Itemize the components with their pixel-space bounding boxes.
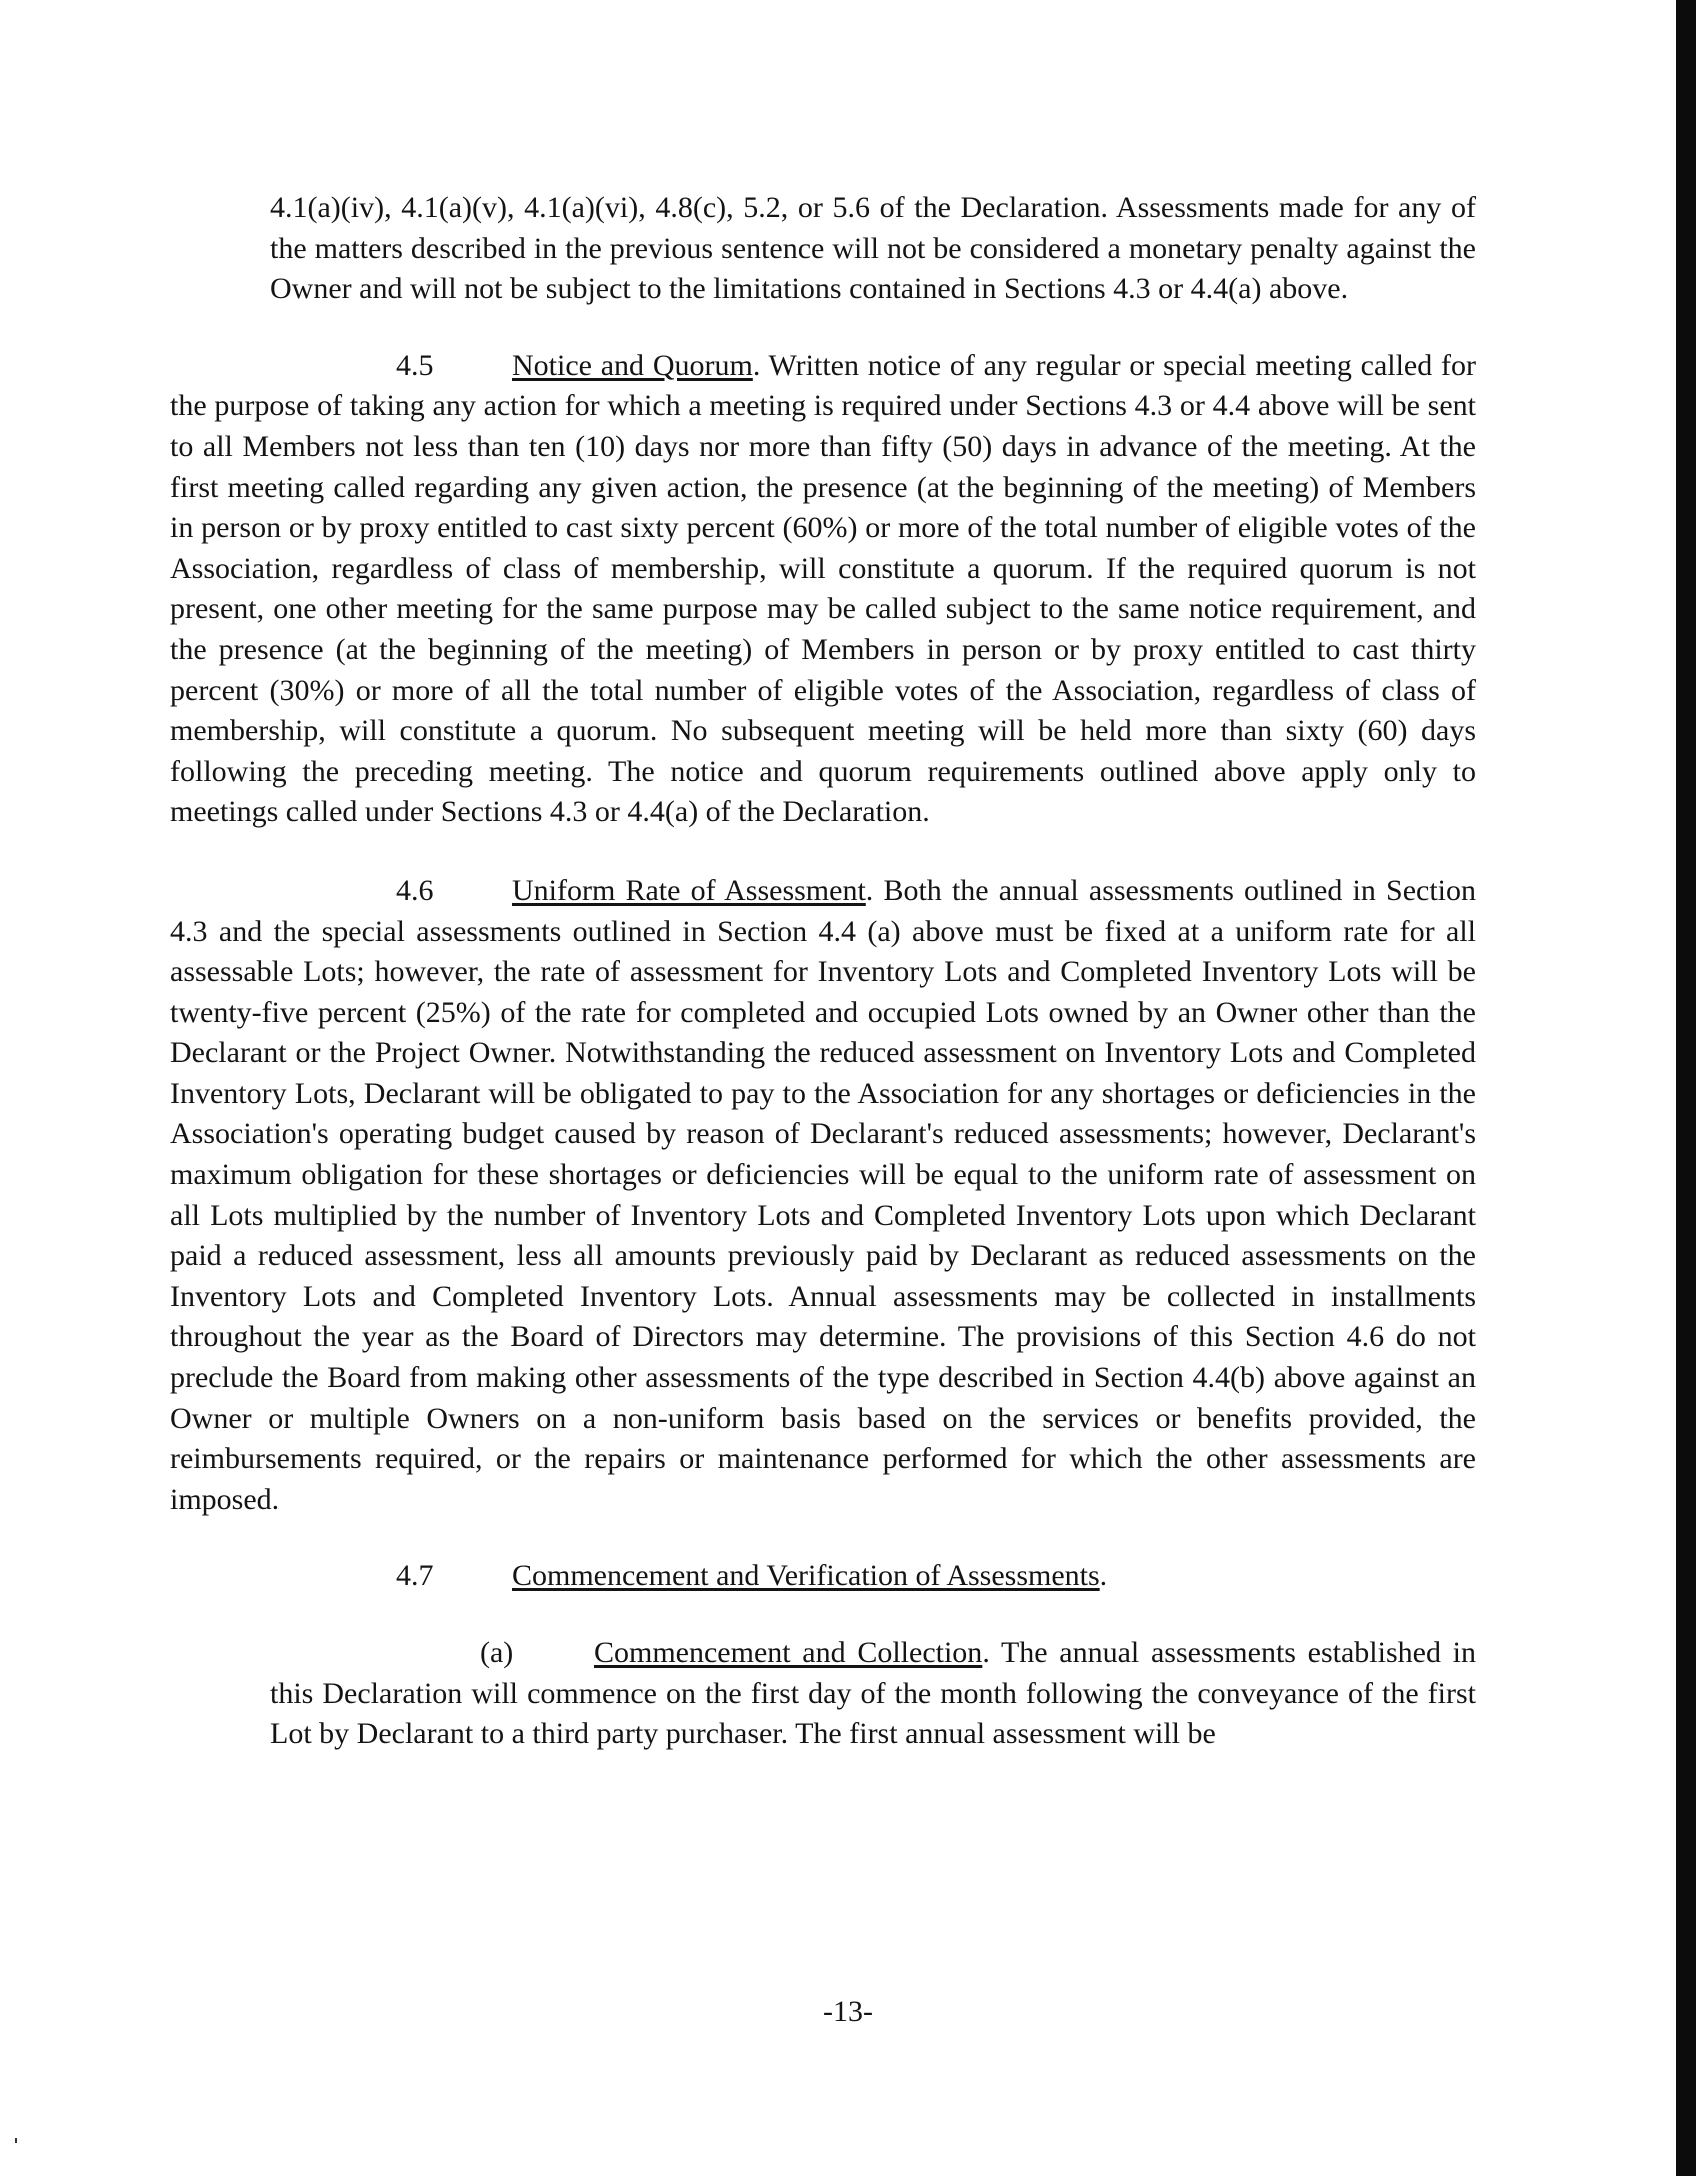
document-body — [170, 188, 1476, 1755]
section-4-5 — [170, 346, 1476, 833]
subsection-number: (a) — [480, 1636, 514, 1669]
section-body: . Written notice of any regular or special meeting called for the purpose of taking any action for which a meeting is required under Sections 4.3 or 4.4 above will be sent to all Members not less than ten (10) days nor more than fifty (50) days in advance of the meeting. At the first meeting called regarding any given action, the presence (at the beginning of the meeting) of Members in person or by proxy entitled to cast sixty percent (60%) or more of the total number of eligible votes of the Association, regardless of class of membership, will constitute a quorum. If the required quorum is not present, one other meeting for the same purpose may be called subject to the same notice requirement, and the presence (at the beginning of the meeting) of Members in person or by proxy entitled to cast thirty percent (30%) or more of all the total number of eligible votes of the Association, regardless of class of membership, will constitute a quorum. No subsequent meeting will be held more than sixty (60) days following the preceding meeting. The notice and quorum requirements outlined above apply only to meetings called under Sections 4.3 or 4.4(a) of the Declaration. — [170, 348, 1476, 829]
section-heading: Notice and Quorum — [512, 348, 753, 382]
section-4-6 — [170, 871, 1476, 1521]
subsection-body: . The annual assessments established in this Declaration will commence on the first day of the month following the conveyance of the first Lot by Declarant to a third party purchaser. The first annual assessment will be — [270, 1636, 1476, 1751]
section-number: 4.5 — [396, 348, 434, 382]
section-body: . Both the annual assessments outlined in Section 4.3 and the special assessments outlined in Section 4.4 (a) above must be fixed at a uniform rate for all assessable Lots; however, the rate of assessment for Inventory Lots and Completed Inventory Lots will be twenty-five percent (25%) of the rate for completed and occupied Lots owned by an Owner other than the Declarant or the Project Owner. Notwithstanding the reduced assessment on Inventory Lots and Completed Inventory Lots, Declarant will be obligated to pay to the Association for any shortages or deficiencies in the Association's operating budget caused by reason of Declarant's reduced assessments; however, Declarant's maximum obligation for these shortages or deficiencies will be equal to the uniform rate of assessment on all Lots multiplied by the number of Inventory Lots and Completed Inventory Lots upon which Declarant paid a reduced assessment, less all amounts previously paid by Declarant as reduced assessments on the Inventory Lots and Completed Inventory Lots. Annual assessments may be collected in installments throughout the year as the Board of Directors may determine. The provisions of this Section 4.6 do not preclude the Board from making other assessments of the type described in Section 4.4(b) above against an Owner or multiple Owners on a non-uniform basis based on the services or benefits provided, the reimbursements required, or the repairs or maintenance performed for which the other assessments are imposed. — [170, 873, 1476, 1516]
section-4-7 — [170, 1556, 1476, 1597]
scan-edge-border — [1676, 0, 1696, 2176]
continuation-text: 4.1(a)(iv), 4.1(a)(v), 4.1(a)(vi), 4.8(c), 5.2, or 5.6 of the Declaration. Assessments made for any of the matters described in the previous sentence will not be considered a monetary penalty against the Owner and will not be subject to the limitations contained in Sections 4.3 or 4.4(a) above. — [270, 191, 1476, 306]
section-body: . — [1099, 1559, 1108, 1593]
scan-speck — [15, 2138, 17, 2143]
continuation-paragraph — [270, 188, 1476, 310]
section-number: 4.7 — [396, 1559, 434, 1593]
page-number: -13- — [823, 1995, 873, 2028]
section-number: 4.6 — [396, 873, 434, 907]
subsection-heading: Commencement and Collection — [594, 1636, 983, 1669]
subsection-a — [270, 1633, 1476, 1755]
section-heading: Commencement and Verification of Assessments — [512, 1559, 1100, 1593]
section-heading: Uniform Rate of Assessment — [512, 873, 866, 907]
